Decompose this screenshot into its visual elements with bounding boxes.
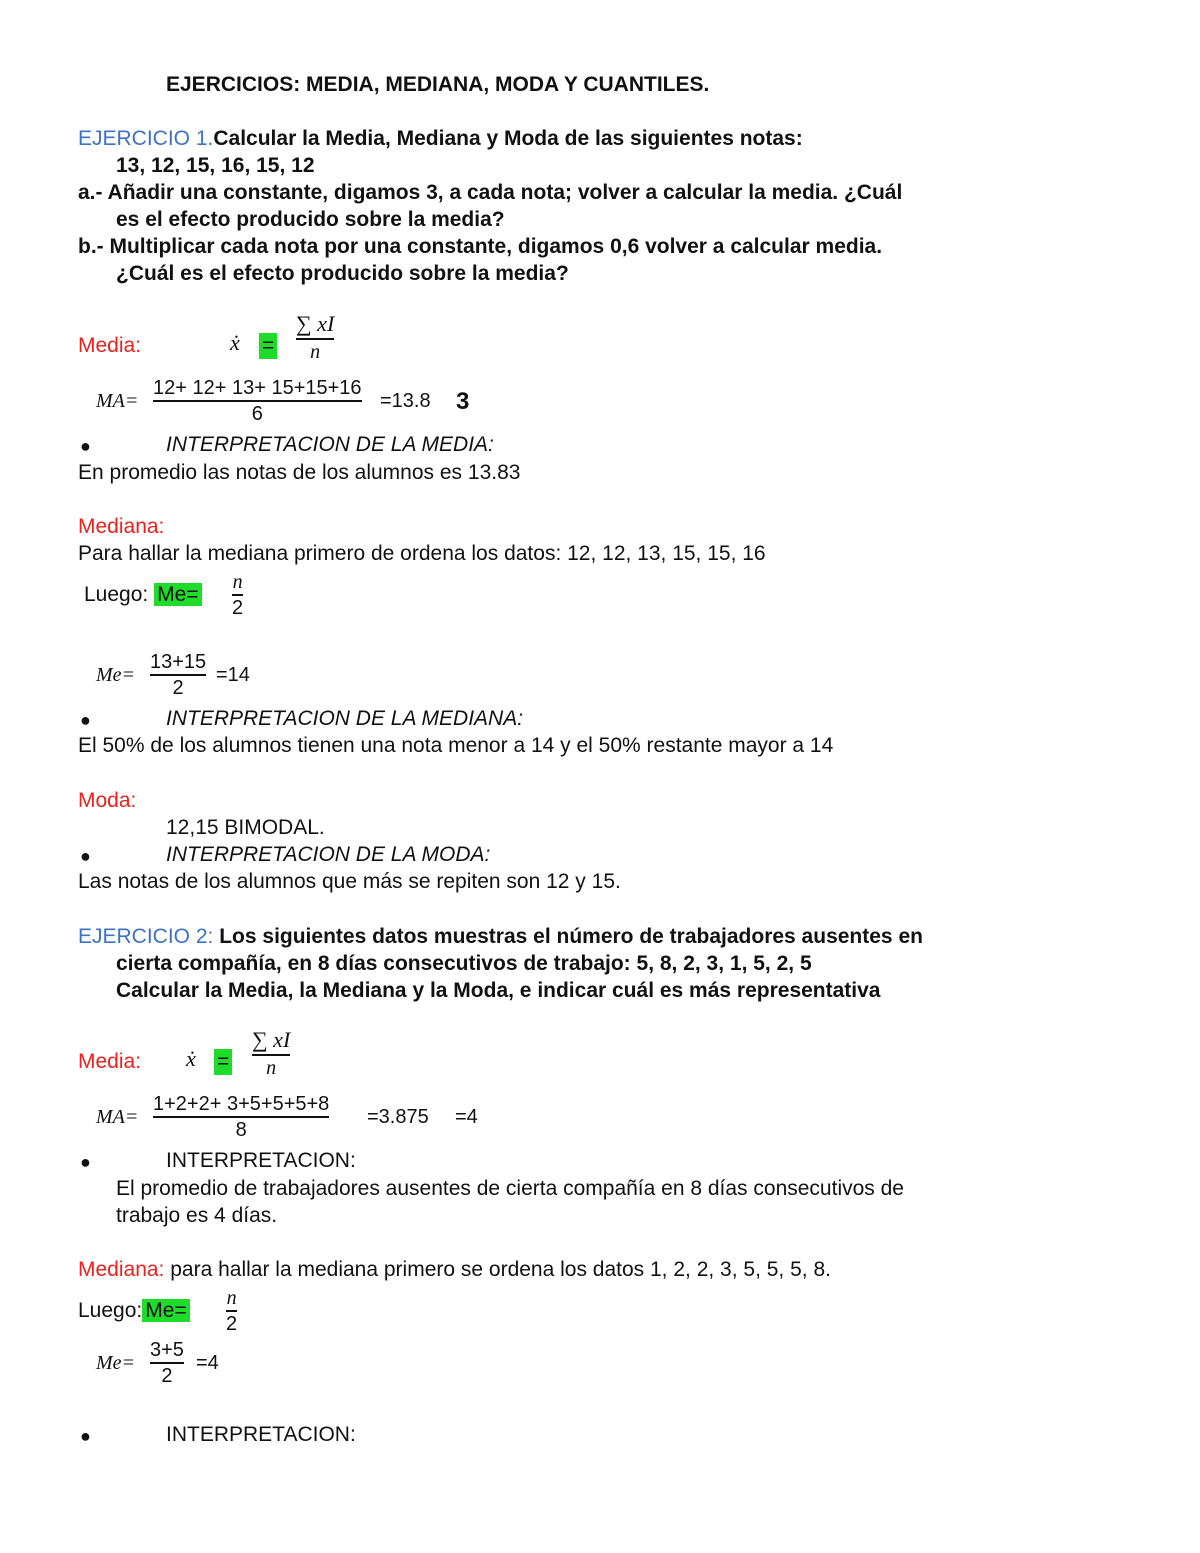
ex1-ma-fraction <box>153 376 362 426</box>
ex1-equals-highlight: = <box>259 333 277 359</box>
ex1-n-over-2 <box>232 570 243 620</box>
me-highlight: Me= <box>154 583 201 606</box>
ex1-part-a-line2: es el efecto producido sobre la media? <box>116 208 505 231</box>
ex2-mediana-label: Mediana: <box>78 1258 165 1281</box>
ex2-interp-line2: trabajo es 4 días. <box>116 1204 278 1227</box>
me-highlight: Me= <box>142 1299 189 1322</box>
ex1-part-b-line1: b.- Multiplicar cada nota por una constante, digamos 0,6 volver a calcular media. <box>78 235 883 258</box>
ex2-mediana-line <box>78 1257 831 1283</box>
two-denominator: 2 <box>226 1312 238 1335</box>
ex2-interp-title: INTERPRETACION: <box>166 1149 356 1172</box>
bullet-icon: ● <box>80 1426 91 1446</box>
n-denominator: n <box>266 1056 277 1079</box>
ex1-ma-result: =13.8 <box>380 390 431 412</box>
ex1-interp-mediana-text: El 50% de los alumnos tienen una nota menor a 14 y el 50% restante mayor a 14 <box>78 734 834 757</box>
bullet-icon: ● <box>80 436 91 456</box>
ex1-mediana-text: Para hallar la mediana primero de ordena los datos: 12, 12, 13, 15, 15, 16 <box>78 542 766 565</box>
page-title: EJERCICIOS: MEDIA, MEDIANA, MODA Y CUANTILES. <box>166 73 710 96</box>
n-denominator: n <box>310 340 321 363</box>
n-numerator: n <box>226 1287 237 1309</box>
ex1-interp-media-title: INTERPRETACION DE LA MEDIA: <box>166 433 494 456</box>
ex2-mediana-text: para hallar la mediana primero se ordena los datos 1, 2, 2, 3, 5, 5, 5, 8. <box>170 1258 831 1281</box>
ex2-mean-formula-fraction <box>252 1026 290 1080</box>
ex2-media-label: Media: <box>78 1050 142 1073</box>
bullet-icon: ● <box>80 710 91 730</box>
bullet-icon: ● <box>80 846 91 866</box>
ex1-part-a-line1: a.- Añadir una constante, digamos 3, a cada nota; volver a calcular la media. ¿Cuál <box>78 181 903 204</box>
ex2-me-lhs: Me= <box>96 1352 136 1374</box>
ex1-moda-label: Moda: <box>78 789 137 812</box>
bullet-icon: ● <box>80 1152 91 1172</box>
ex2-me-fraction <box>150 1338 184 1388</box>
luego-label: Luego: <box>84 583 149 606</box>
ex2-statement-line2: cierta compañía, en 8 días consecutivos de trabajo: 5, 8, 2, 3, 1, 5, 2, 5 <box>116 952 812 975</box>
ex2-heading <box>78 924 923 950</box>
ex2-ma-fraction <box>153 1092 329 1142</box>
ex1-me-fraction <box>150 650 206 700</box>
ex1-heading <box>78 126 803 152</box>
ex2-ma-lhs: MA= <box>96 1106 139 1128</box>
ex2-label: EJERCICIO 2: <box>78 925 214 948</box>
ex1-me-numerator: 13+15 <box>150 651 207 673</box>
ex2-statement-line3: Calcular la Media, la Mediana y la Moda, e indicar cuál es más representativa <box>116 979 881 1002</box>
ex2-interp2-title: INTERPRETACION: <box>166 1423 356 1446</box>
ex1-mediana-label: Mediana: <box>78 515 165 538</box>
ex1-interp-mediana-title: INTERPRETACION DE LA MEDIANA: <box>166 707 524 730</box>
ex1-me-denominator: 2 <box>172 676 184 699</box>
ex2-interp-line1: El promedio de trabajadores ausentes de cierta compañía en 8 días consecutivos de <box>116 1177 904 1200</box>
ex1-data: 13, 12, 15, 16, 15, 12 <box>116 154 315 177</box>
ex2-ma-result: =3.875 <box>367 1106 429 1128</box>
ex1-me-lhs: Me= <box>96 664 136 686</box>
ex1-interp-moda-text: Las notas de los alumnos que más se repiten son 12 y 15. <box>78 870 621 893</box>
ex2-me-numerator: 3+5 <box>150 1339 184 1361</box>
ex1-interp-moda-title: INTERPRETACION DE LA MODA: <box>166 843 491 866</box>
sum-xi-numerator: ∑ xI <box>296 311 335 336</box>
ex1-me-result: =14 <box>216 664 250 686</box>
luego-label: Luego: <box>78 1299 143 1322</box>
ex1-ma-numerator: 12+ 12+ 13+ 15+15+16 <box>153 377 362 399</box>
ex1-xbar-symbol: ẋ <box>230 330 240 355</box>
ex1-interp-media-text: En promedio las notas de los alumnos es 13.83 <box>78 461 521 484</box>
ex2-luego-line <box>78 1298 190 1324</box>
ex2-n-over-2 <box>226 1286 237 1336</box>
sum-xi-numerator: ∑ xI <box>252 1027 291 1052</box>
ex2-ma-numerator: 1+2+2+ 3+5+5+5+8 <box>153 1093 330 1115</box>
two-denominator: 2 <box>232 596 244 619</box>
ex1-part-b-line2: ¿Cuál es el efecto producido sobre la media? <box>116 262 569 285</box>
ex2-me-denominator: 2 <box>161 1364 173 1387</box>
ex1-ma-lhs: MA= <box>96 390 139 412</box>
ex2-ma-denominator: 8 <box>235 1118 247 1141</box>
ex1-ma-extra: 3 <box>456 388 470 415</box>
ex1-moda-value: 12,15 BIMODAL. <box>166 816 325 839</box>
ex1-statement: Calcular la Media, Mediana y Moda de las siguientes notas: <box>213 127 803 150</box>
ex2-xbar-symbol: ẋ <box>186 1046 196 1071</box>
ex1-label: EJERCICIO 1. <box>78 127 214 150</box>
ex1-mean-formula-fraction <box>296 310 334 364</box>
n-numerator: n <box>232 571 243 593</box>
ex1-ma-denominator: 6 <box>251 402 263 425</box>
ex2-statement-line1: Los siguientes datos muestras el número de trabajadores ausentes en <box>219 925 923 948</box>
ex2-equals-highlight: = <box>214 1049 232 1075</box>
ex2-me-result: =4 <box>196 1352 219 1374</box>
ex1-media-label: Media: <box>78 334 142 357</box>
ex1-luego-line <box>84 582 202 608</box>
ex2-ma-extra: =4 <box>455 1106 478 1128</box>
